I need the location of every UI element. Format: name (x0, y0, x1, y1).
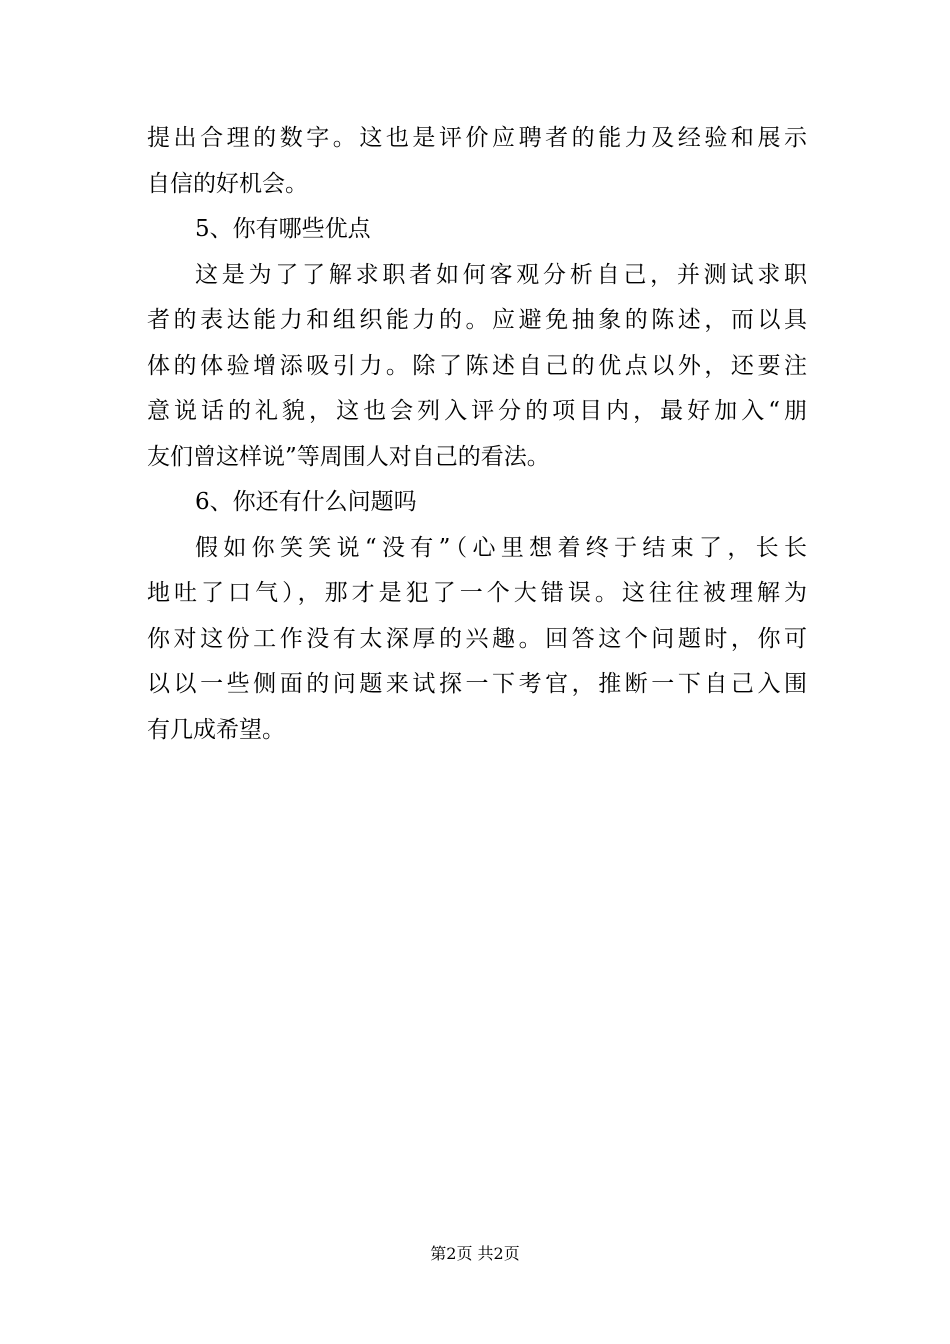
text-line: 有几成希望。 (147, 716, 285, 743)
text-line: 意说话的礼貌，这也会列入评分的项目内，最好加入“朋 (147, 398, 807, 424)
text-line: 假如你笑笑说“没有”（心里想着终于结束了，长长 (195, 534, 807, 561)
text-line: 者的表达能力和组织能力的。应避免抽象的陈述，而以具 (147, 307, 807, 333)
section-heading: 5、你有哪些优点 (195, 216, 371, 242)
document-body (147, 116, 807, 753)
text-line: 地吐了口气），那才是犯了一个大错误。这往往被理解为 (147, 580, 807, 606)
text-line: 你对这份工作没有太深厚的兴趣。回答这个问题时，你可 (147, 625, 807, 652)
text-line: 提出合理的数字。这也是评价应聘者的能力及经验和展示 (147, 125, 807, 151)
page-footer: 第2页 共2页 (430, 1244, 520, 1263)
text-line: 以以一些侧面的问题来试探一下考官，推断一下自己入围 (147, 671, 807, 697)
text-line: 自信的好机会。 (147, 170, 308, 197)
text-line: 友们曾这样说”等周围人对自己的看法。 (147, 443, 550, 470)
text-line: 这是为了了解求职者如何客观分析自己，并测试求职 (195, 261, 807, 288)
text-line: 体的体验增添吸引力。除了陈述自己的优点以外，还要注 (147, 352, 807, 379)
section-heading: 6、你还有什么问题吗 (195, 489, 417, 515)
